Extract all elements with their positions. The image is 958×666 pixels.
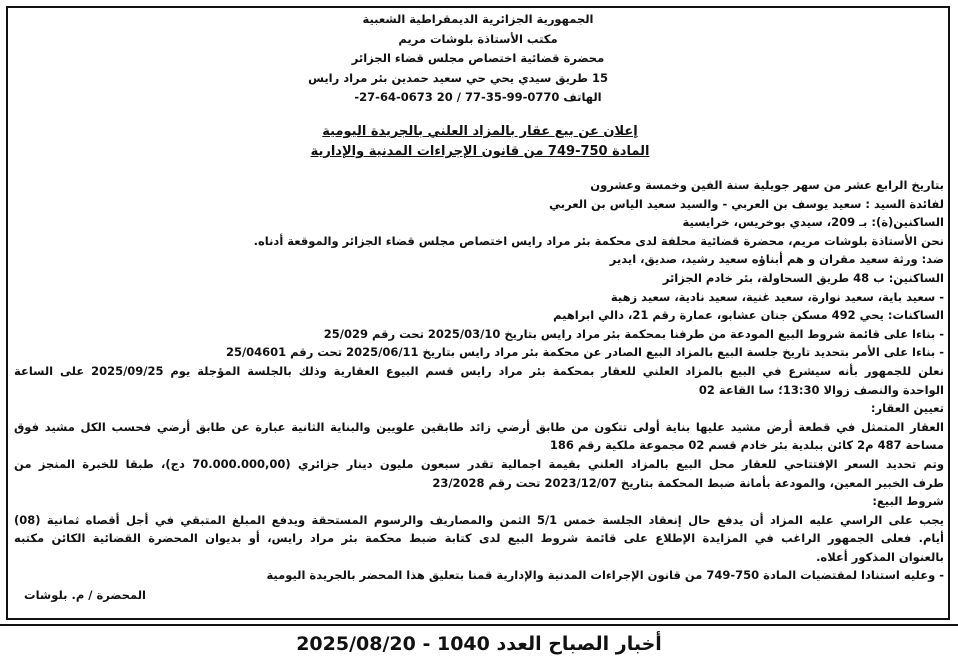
body-line: - بناءا على قائمة شروط البيع المودعة من طرفنا بمحكمة بئر مراد رايس بتاريخ 2025/03/10 تحت رقم 25/029 bbox=[323, 326, 944, 341]
notice-titles bbox=[300, 122, 660, 162]
body-line: بالعنوان المذكور أعلاه. bbox=[816, 549, 944, 564]
body-line: طرف الخبير المعين، والمودعة بأمانة ضبط المحكمة بتاريخ 2023/12/07 تحت رقم 23/2028 bbox=[432, 475, 944, 490]
letterhead-line: الجمهورية الجزائرية الديمقراطية الشعبية bbox=[362, 12, 594, 26]
body-line: شروط البيع: bbox=[872, 494, 944, 509]
letterhead-line: مكتب الأستاذة بلوشات مريم bbox=[398, 31, 558, 46]
letterhead-line: 15 طريق سيدي يحي حي سعيد حمدين بئر مراد رايس bbox=[308, 70, 608, 85]
body-line: مساحة 487 م2 كائن ببلدية بئر خادم قسم 02 مجموعة ملكية رقم 186 bbox=[549, 438, 944, 453]
body-line: لفائدة السيد : سعيد يوسف بن العربي - والسيد سعيد الياس بن العربي bbox=[549, 196, 944, 211]
letterhead-line: الهاتف 0770-99-35-77 / 20 0673-64-27- bbox=[354, 90, 602, 104]
letterhead-line: محضرة قضائية اختصاص مجلس قضاء الجزائر bbox=[351, 51, 605, 65]
body-line: الساكنين(ة): بـ 209، سيدي بوخريس، خرايسية bbox=[682, 215, 944, 230]
body-line: بتاريخ الرابع عشر من سهر جويلية سنة الفين وخمسة وعشرون bbox=[590, 178, 944, 192]
notice-body bbox=[14, 176, 944, 585]
signature: المحضرة / م. بلوشات bbox=[24, 588, 146, 602]
body-line: أيام. فعلى الجمهور الراغب في المزايدة الإطلاع على قائمة شروط البيع لدى كتابة ضبط محكمة بئر مراد رايس، أو بديوان المحضرة القضائية الكائن مكتبه bbox=[14, 531, 944, 546]
body-line: - سعيد باية، سعيد نوارة، سعيد غنية، سعيد نادية، سعيد زهية bbox=[610, 289, 944, 304]
body-line: الساكنين: ب 48 طريق السحاولة، بئر خادم الجزائر bbox=[662, 270, 944, 285]
body-line: الواحدة والنصف زوالا 13:30؛ سا القاعة 02 bbox=[698, 382, 944, 397]
body-line: وتم تحديد السعر الإفتتاحي للعقار محل البيع بالمزاد العلني بقيمة اجمالية تقدر سبعون مليون دينار جزائري (70.000.000,00 دج)، طبقا للخبرة المنجز من bbox=[14, 456, 944, 471]
footer-date: 2025/08/20 bbox=[296, 633, 416, 655]
footer bbox=[0, 624, 958, 664]
body-line: - بناءا على الأمر بتحديد تاريخ جلسة البيع بالمزاد البيع الصادر عن محكمة بئر مراد رايس بتاريخ 2025/06/11 تحت رقم 25/04601 bbox=[225, 345, 944, 360]
body-line: الساكنات: يحي 492 مسكن جنان عشابو، عمارة رقم 21، دالي ابراهيم bbox=[553, 308, 944, 323]
body-line: يجب على الراسي عليه المزاد أن يدفع حال إنعقاد الجلسة خمس 5/1 الثمن والمصاريف والرسوم المستحقة ويدفع المبلغ المتبقي في أجل أقصاه ثمانية (08) bbox=[14, 512, 944, 527]
body-line: ضد: ورثة سعيد مقران و هم أبناؤه سعيد رشيد، صديق، ايدير bbox=[609, 252, 944, 267]
letterhead bbox=[308, 10, 608, 108]
footer-publication: أخبار الصباح العدد 1040 - bbox=[422, 633, 662, 655]
notice-subtitle: المادة 750-749 من قانون الإجراءات المدنية والإدارية bbox=[310, 144, 650, 159]
notice-title: إعلان عن بيع عقار بالمزاد العلني بالجريدة اليومية bbox=[322, 124, 638, 139]
body-line: - وعليه استنادا لمقتضيات المادة 750-749 من قانون الإجراءات المدنية والإدارية قمنا بتعليق هذا المحضر بالجريدة اليومية bbox=[266, 568, 944, 583]
body-line: نحن الأستاذة بلوشات مريم، محضرة قضائية محلفة لدى محكمة بئر مراد رايس اختصاص مجلس قضاء الجزائر والموقعة أدناه. bbox=[253, 233, 944, 248]
body-line: تعيين العقار: bbox=[870, 401, 944, 416]
body-line: العقار المتمثل في قطعة أرض مشيد عليها بناية أولى تتكون من طابق أرضي زائد طابقين علويين والبناية الثانية عبارة عن طابق أرضي فحسب الكل مشيد فوق bbox=[14, 419, 944, 434]
body-line: نعلن للجمهور بأنه سيشرع في البيع بالمزاد العلني للعقار بمحكمة بئر مراد رايس قسم البيوع العقارية وذلك بالجلسة المؤجلة يوم 2025/09/25 على الساعة bbox=[14, 363, 944, 378]
